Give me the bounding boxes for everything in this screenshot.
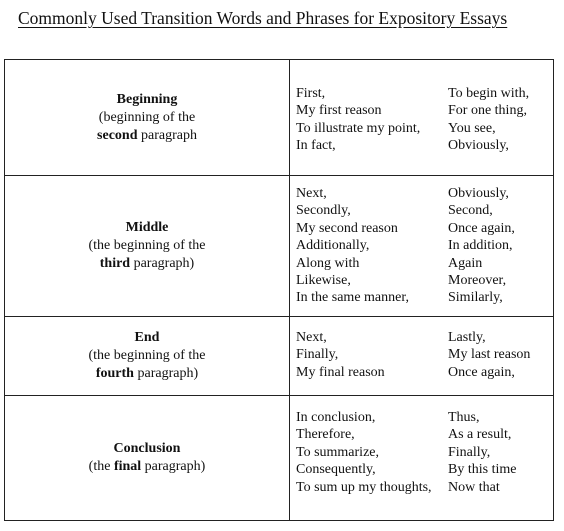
transition-word: Obviously, <box>448 138 509 154</box>
transition-word: As a result, <box>448 427 512 443</box>
transition-word: Once again, <box>448 220 515 236</box>
transition-word: Once again, <box>448 364 515 380</box>
transition-word: Obviously, <box>448 186 509 201</box>
category-desc-end: paragraph <box>140 127 197 143</box>
transition-word: Again <box>448 255 483 271</box>
transition-word: In the same manner, <box>296 290 409 306</box>
category-cell <box>5 396 290 521</box>
transition-word: You see, <box>448 120 496 136</box>
transition-word: My first reason <box>296 103 382 119</box>
transition-word: In addition, <box>448 238 513 254</box>
category-cell <box>5 176 290 317</box>
words-left-column <box>296 85 420 155</box>
words-cell <box>290 176 554 317</box>
table-row-conclusion <box>5 396 554 521</box>
category-heading: End <box>134 330 160 345</box>
words-right-column <box>448 185 515 307</box>
transition-word: By this time <box>448 462 517 478</box>
words-left-column <box>296 185 409 307</box>
category-desc-end: paragraph) <box>144 459 206 474</box>
transition-word: Next, <box>296 330 327 345</box>
transition-word: Secondly, <box>296 203 351 219</box>
transition-word: For one thing, <box>448 103 527 119</box>
transition-word: In fact, <box>296 138 336 154</box>
category-cell <box>5 60 290 176</box>
transition-word: Consequently, <box>296 462 376 478</box>
category-heading: Beginning <box>116 91 178 107</box>
transition-word: Thus, <box>448 410 480 425</box>
transition-word: Second, <box>448 203 493 219</box>
transition-word: To sum up my thoughts, <box>296 479 432 495</box>
transition-word: Lastly, <box>448 330 486 345</box>
words-right-column <box>448 329 530 381</box>
words-right-column <box>448 85 529 155</box>
words-cell <box>290 60 554 176</box>
transition-word: My last reason <box>448 347 531 363</box>
transition-word: Likewise, <box>296 272 351 288</box>
category-heading: Conclusion <box>113 441 181 456</box>
transition-word: Next, <box>296 186 327 201</box>
category-desc-bold: second <box>97 127 138 143</box>
category-desc: (the <box>88 459 111 474</box>
transition-word: In conclusion, <box>296 410 376 425</box>
transition-word: Additionally, <box>296 238 370 254</box>
category-desc-end: paragraph) <box>137 366 199 381</box>
transition-word: My second reason <box>296 220 398 236</box>
category-desc: (beginning of the <box>98 109 196 125</box>
table-row-end <box>5 317 554 396</box>
transition-word: My final reason <box>296 364 385 380</box>
transition-word: Finally, <box>296 347 339 363</box>
category-desc-bold: fourth <box>95 366 134 381</box>
transition-word: Moreover, <box>448 272 507 288</box>
category-heading: Middle <box>125 220 169 235</box>
transition-word: Along with <box>296 255 360 271</box>
transition-word: First, <box>296 86 326 101</box>
transition-table <box>4 59 554 521</box>
words-cell <box>290 317 554 396</box>
category-desc: (the beginning of the <box>88 348 206 363</box>
transition-word: Now that <box>448 479 500 495</box>
words-left-column <box>296 409 432 496</box>
category-desc: (the beginning of the <box>88 238 206 253</box>
words-left-column <box>296 329 385 381</box>
transition-word: Similarly, <box>448 290 503 306</box>
category-desc-end: paragraph) <box>133 256 195 271</box>
page-title: Commonly Used Transition Words and Phrases for Expository Essays <box>18 8 508 28</box>
category-cell <box>5 317 290 396</box>
transition-word: Therefore, <box>296 427 355 443</box>
transition-word: To summarize, <box>296 444 379 460</box>
table-row-middle <box>5 176 554 317</box>
table-row-beginning <box>5 60 554 176</box>
transition-word: To illustrate my point, <box>296 120 421 136</box>
transition-word: Finally, <box>448 444 491 460</box>
words-right-column <box>448 409 516 496</box>
category-desc-bold: third <box>99 256 131 271</box>
transition-word: To begin with, <box>448 86 530 101</box>
category-desc-bold: final <box>113 459 142 474</box>
words-cell <box>290 396 554 521</box>
